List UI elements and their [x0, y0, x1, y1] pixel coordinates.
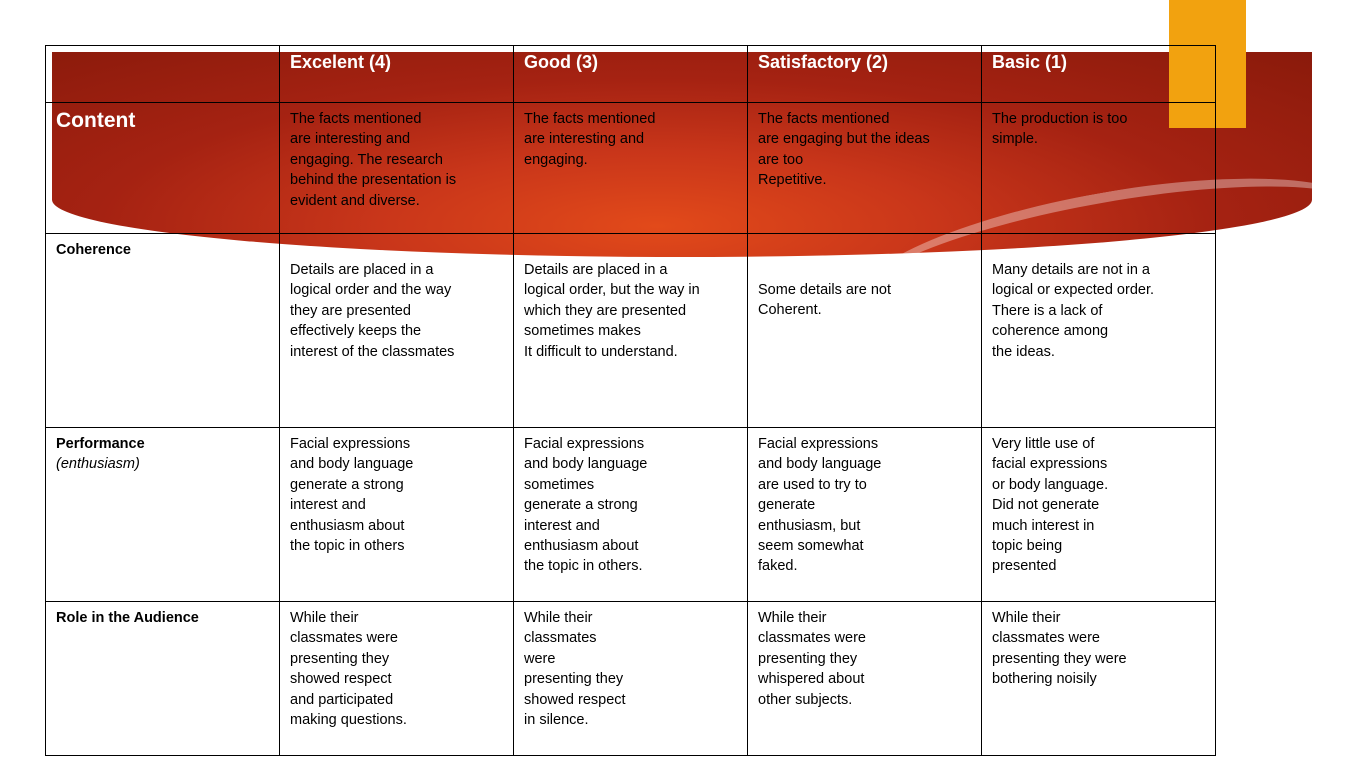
header-basic: Basic (1)	[982, 46, 1216, 103]
table-row	[46, 103, 1216, 234]
table-row	[46, 234, 1216, 428]
header-excelent: Excelent (4)	[280, 46, 514, 103]
header-corner-cell	[46, 46, 280, 103]
table-row	[46, 428, 1216, 602]
row-label-audience: Role in the Audience	[46, 602, 280, 756]
row-label-coherence: Coherence	[46, 234, 280, 428]
cell-performance-excelent: Facial expressions and body language generate a strong interest and enthusiasm about the topic in others	[280, 428, 514, 602]
rubric-table	[45, 45, 1216, 756]
cell-audience-satisfactory: While their classmates were presenting they whispered about other subjects.	[748, 602, 982, 756]
table-row	[46, 602, 1216, 756]
cell-content-good: The facts mentioned are interesting and engaging.	[514, 103, 748, 234]
cell-audience-excelent: While their classmates were presenting they showed respect and participated making questions.	[280, 602, 514, 756]
cell-performance-satisfactory: Facial expressions and body language are used to try to generate enthusiasm, but seem somewhat faked.	[748, 428, 982, 602]
cell-coherence-excelent: Details are placed in a logical order and the way they are presented effectively keeps the interest of the classmates	[280, 234, 514, 428]
row-label-performance	[46, 428, 280, 602]
cell-content-satisfactory: The facts mentioned are engaging but the ideas are too Repetitive.	[748, 103, 982, 234]
cell-coherence-satisfactory: Some details are not Coherent.	[748, 234, 982, 428]
cell-performance-good: Facial expressions and body language sometimes generate a strong interest and enthusiasm about the topic in others.	[514, 428, 748, 602]
cell-coherence-basic: Many details are not in a logical or expected order. There is a lack of coherence among the ideas.	[982, 234, 1216, 428]
row-label-content: Content	[46, 103, 280, 234]
cell-audience-good: While their classmates were presenting they showed respect in silence.	[514, 602, 748, 756]
header-row	[46, 46, 1216, 103]
cell-performance-basic: Very little use of facial expressions or body language. Did not generate much interest in topic being presented	[982, 428, 1216, 602]
cell-coherence-good: Details are placed in a logical order, but the way in which they are presented sometimes makes It difficult to understand.	[514, 234, 748, 428]
cell-content-basic: The production is too simple.	[982, 103, 1216, 234]
header-good: Good (3)	[514, 46, 748, 103]
row-label-performance-sub: (enthusiasm)	[56, 456, 140, 473]
row-label-performance-title: Performance	[56, 436, 145, 452]
cell-audience-basic: While their classmates were presenting they were bothering noisily	[982, 602, 1216, 756]
header-satisfactory: Satisfactory (2)	[748, 46, 982, 103]
cell-content-excelent: The facts mentioned are interesting and engaging. The research behind the presentation is evident and diverse.	[280, 103, 514, 234]
